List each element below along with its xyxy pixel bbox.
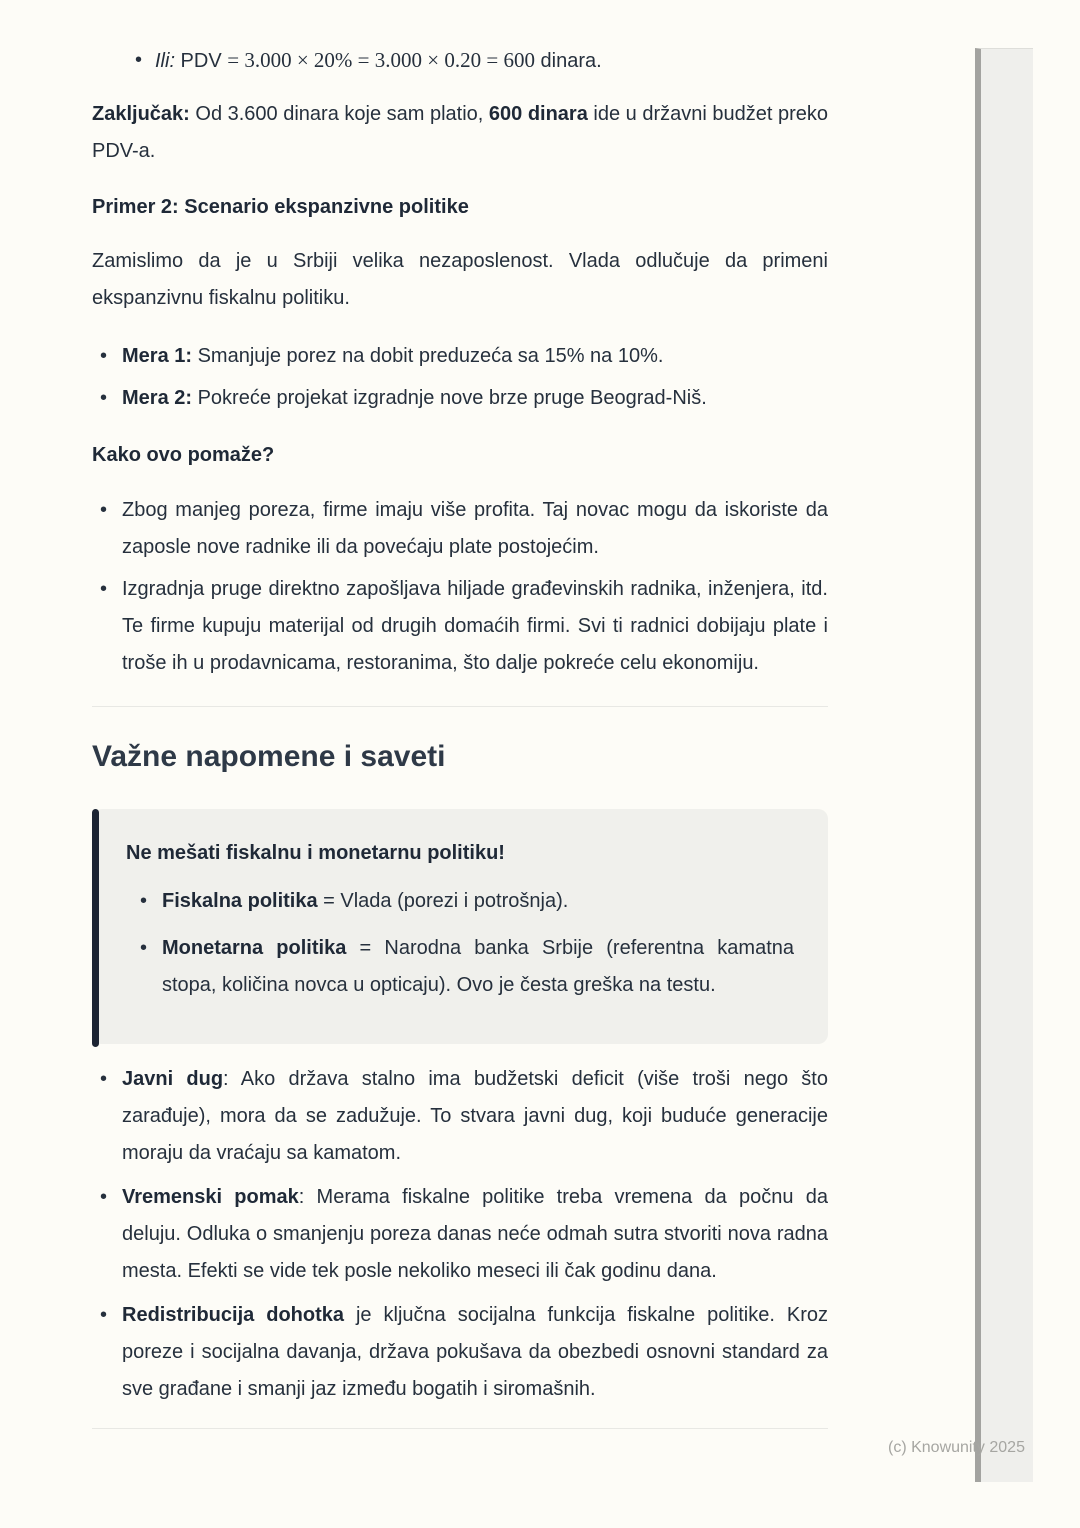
list-item [140,883,794,920]
intro-text-end: dinara. [534,50,602,72]
time-lag-text: : Merama fiskalne politike treba vremena da počnu da deluju. Odluka o smanjenju poreza danas neće odmah sutra stvoriti nova radna mesta. Efekti se vide tek posle nekoliko meseci ili čak godinu dana. [122,1186,828,1282]
section-heading: Važne napomene i saveti [92,740,446,773]
list-item [100,1061,828,1172]
bullet-icon: • [135,49,143,71]
bullet-icon: • [140,890,148,912]
measure-2-label: Mera 2: [122,387,193,409]
intro-text: PDV [175,50,228,72]
bullet-icon: • [100,1304,108,1326]
bottom-divider [92,1428,828,1429]
how-it-helps-heading: Kako ovo pomaže? [92,444,275,466]
warning-callout-box [92,809,828,1044]
conclusion-paragraph [92,96,828,170]
bullet-icon: • [100,499,108,521]
bullet-icon: • [100,1068,108,1090]
list-item-text [122,380,828,417]
measure-1-label: Mera 1: [122,345,193,367]
conclusion-label: Zaključak: [92,103,190,125]
list-item-text: Izgradnja pruge direktno zapošljava hiljade građevinskih radnika, inženjera, itd. Te firme kupuju materijal od drugih domaćih firmi. Svi ti radnici dobijaju plate i troše ih u prodavnicama, restoranima, što dalje pokreće celu ekonomiju. [122,578,828,674]
list-item-text [162,883,794,920]
notes-list [92,1061,828,1408]
list-item [100,338,828,375]
bullet-icon: • [100,1186,108,1208]
time-lag-label: Vremenski pomak [122,1186,299,1208]
document-content [92,0,828,1429]
conclusion-text-2: ide u državni budžet preko PDV-a. [92,103,828,162]
bullet-icon: • [140,937,148,959]
measure-1-text: Smanjuje porez na dobit preduzeća sa 15% na 10%. [192,345,664,367]
monetary-policy-text: = Narodna banka Srbije (referentna kamatna stopa, količina novca u opticaju). Ovo je česta greška na testu. [162,937,794,996]
list-item [100,492,828,566]
how-it-helps-list [92,492,828,682]
list-item-text [162,930,794,1004]
intro-bullet-list [92,42,828,80]
copyright-watermark: (c) Knowunity 2025 [888,1439,1025,1456]
public-debt-text: : Ako država stalno ima budžetski deficit (više troši nego što zarađuje), mora da se zadužuje. To stvara javni dug, koji buduće generacije moraju da vraćaju sa kamatom. [122,1068,828,1164]
list-item-text [122,1179,828,1290]
monetary-policy-label: Monetarna politika [162,937,347,959]
public-debt-label: Javni dug [122,1068,224,1090]
list-item [100,1179,828,1290]
list-item [135,42,828,80]
bullet-icon: • [100,387,108,409]
list-item [140,930,794,1004]
section-divider [92,706,828,707]
callout-list [126,883,794,1004]
conclusion-text-1: Od 3.600 dinara koje sam platio, [189,103,489,125]
list-item-text [122,338,828,375]
list-item [100,380,828,417]
list-item-text [122,1061,828,1172]
redistribution-label: Redistribucija dohotka [122,1304,344,1326]
list-item [100,571,828,682]
callout-accent-bar [92,809,99,1047]
measure-2-text: Pokreće projekat izgradnje nove brze pruge Beograd-Niš. [192,387,707,409]
intro-math-expression: = 3.000 × 20% = 3.000 × 0.20 = 600 [227,48,535,72]
list-item-text: Zbog manjeg poreza, firme imaju više profita. Taj novac mogu da iskoriste da zaposle nove radnike ili da povećaju plate postojećim. [122,499,828,558]
list-item [100,1297,828,1408]
intro-italic: Ili: [155,50,175,72]
callout-title: Ne mešati fiskalnu i monetarnu politiku! [126,842,505,864]
measures-list [92,338,828,417]
redistribution-text: je ključna socijalna funkcija fiskalne politike. Kroz poreze i socijalna davanja, država pokušava da obezbedi osnovni standard za sve građane i smanji jaz između bogatih i siromašnih. [122,1304,828,1400]
list-item-text [155,42,828,80]
bullet-icon: • [100,578,108,600]
example-2-heading: Primer 2: Scenario ekspanzivne politike [92,196,469,218]
conclusion-amount: 600 dinara [488,103,588,125]
fiscal-policy-text: = Vlada (porezi i potrošnja). [317,890,569,912]
bullet-icon: • [100,345,108,367]
fiscal-policy-label: Fiskalna politika [162,890,318,912]
example-2-paragraph: Zamislimo da je u Srbiji velika nezaposlenost. Vlada odlučuje da primeni ekspanzivnu fiskalnu politiku. [92,250,828,309]
scrollbar[interactable] [975,48,1033,1482]
list-item-text [122,1297,828,1408]
